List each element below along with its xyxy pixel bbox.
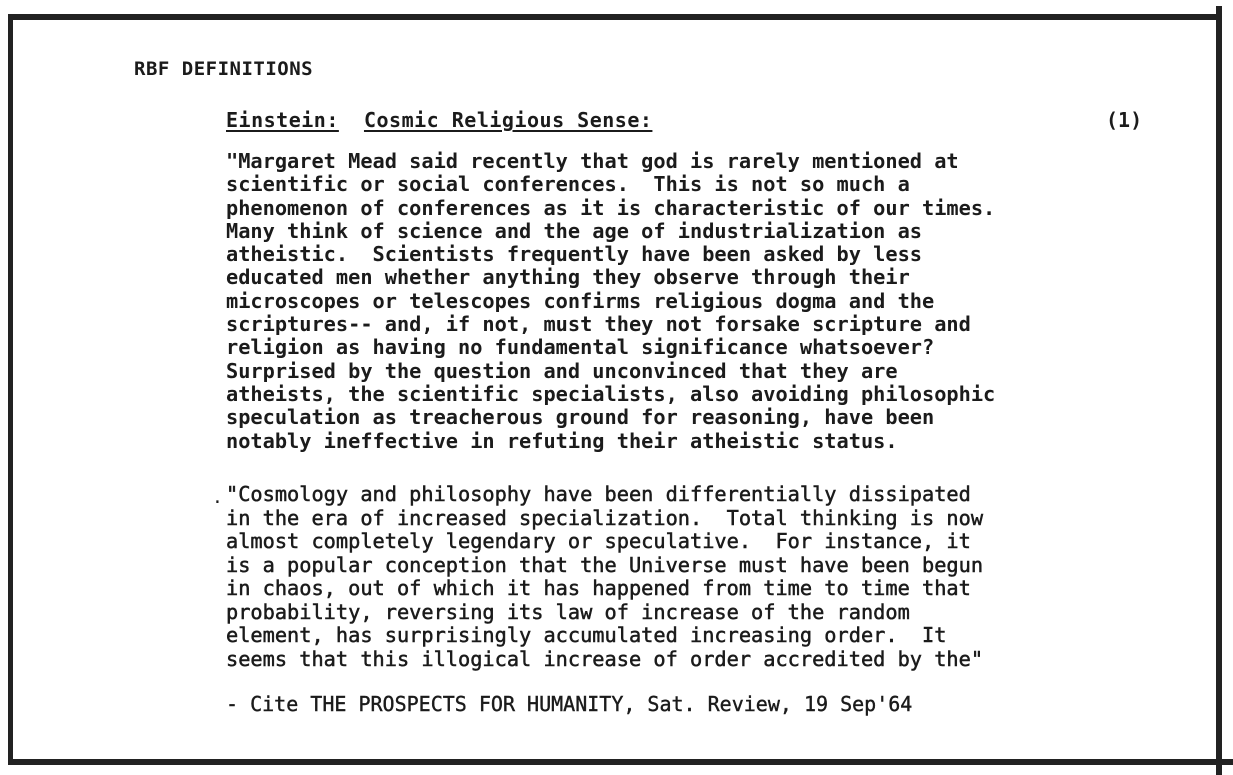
margin-mark: . xyxy=(212,487,223,508)
subject-line xyxy=(226,108,652,132)
quote-paragraph-1 xyxy=(226,150,995,453)
quote-line: "Cosmology and philosophy have been differentially dissipated xyxy=(226,482,971,506)
quote-line: element, has surprisingly accumulated increasing order. It xyxy=(226,623,947,647)
quote-line: atheists, the scientific specialists, also avoiding philosophic xyxy=(226,381,996,406)
quote-line: religion as having no fundamental significance whatsoever? xyxy=(226,335,935,360)
citation: - Cite THE PROSPECTS FOR HUMANITY, Sat. Review, 19 Sep'64 xyxy=(226,692,913,716)
card-right-edge xyxy=(1216,6,1222,775)
quote-line: "Margaret Mead said recently that god is rarely mentioned at xyxy=(226,149,959,173)
quote-line: speculation as treacherous ground for reasoning, have been xyxy=(226,405,935,430)
quote-line: in the era of increased specialization. Total thinking is now xyxy=(226,505,984,530)
quote-line: probability, reversing its law of increase of the random xyxy=(226,599,910,624)
quote-line: atheistic. Scientists frequently have been asked by less xyxy=(226,242,922,267)
quote-line: phenomenon of conferences as it is characteristic of our times. xyxy=(226,195,996,220)
card-number: (1) xyxy=(1106,108,1143,132)
quote-line: educated men whether anything they observe through their xyxy=(226,265,910,290)
quote-line: almost completely legendary or speculative. For instance, it xyxy=(226,529,971,553)
quote-line: seems that this illogical increase of order accredited by the" xyxy=(226,646,984,671)
quote-line: microscopes or telescopes confirms religious dogma and the xyxy=(226,288,935,313)
quote-line: in chaos, out of which it has happened from time to time that xyxy=(226,576,971,600)
quote-line: notably ineffective in refuting their atheistic status. xyxy=(226,428,898,453)
quote-paragraph-2 xyxy=(226,483,983,671)
quote-line: is a popular conception that the Universe must have been begun xyxy=(226,552,984,577)
quote-line: Many think of science and the age of industrialization as xyxy=(226,218,922,243)
card-bottom-rule xyxy=(8,759,1233,765)
card-header: RBF DEFINITIONS xyxy=(134,58,314,80)
subject-topic: Cosmic Religious Sense: xyxy=(363,108,653,132)
quote-line: Surprised by the question and unconvinced that they are xyxy=(226,358,898,383)
quote-line: scriptures-- and, if not, must they not forsake scripture and xyxy=(226,312,971,337)
subject-name: Einstein: xyxy=(226,108,339,132)
quote-line: scientific or social conferences. This is not so much a xyxy=(226,172,910,197)
